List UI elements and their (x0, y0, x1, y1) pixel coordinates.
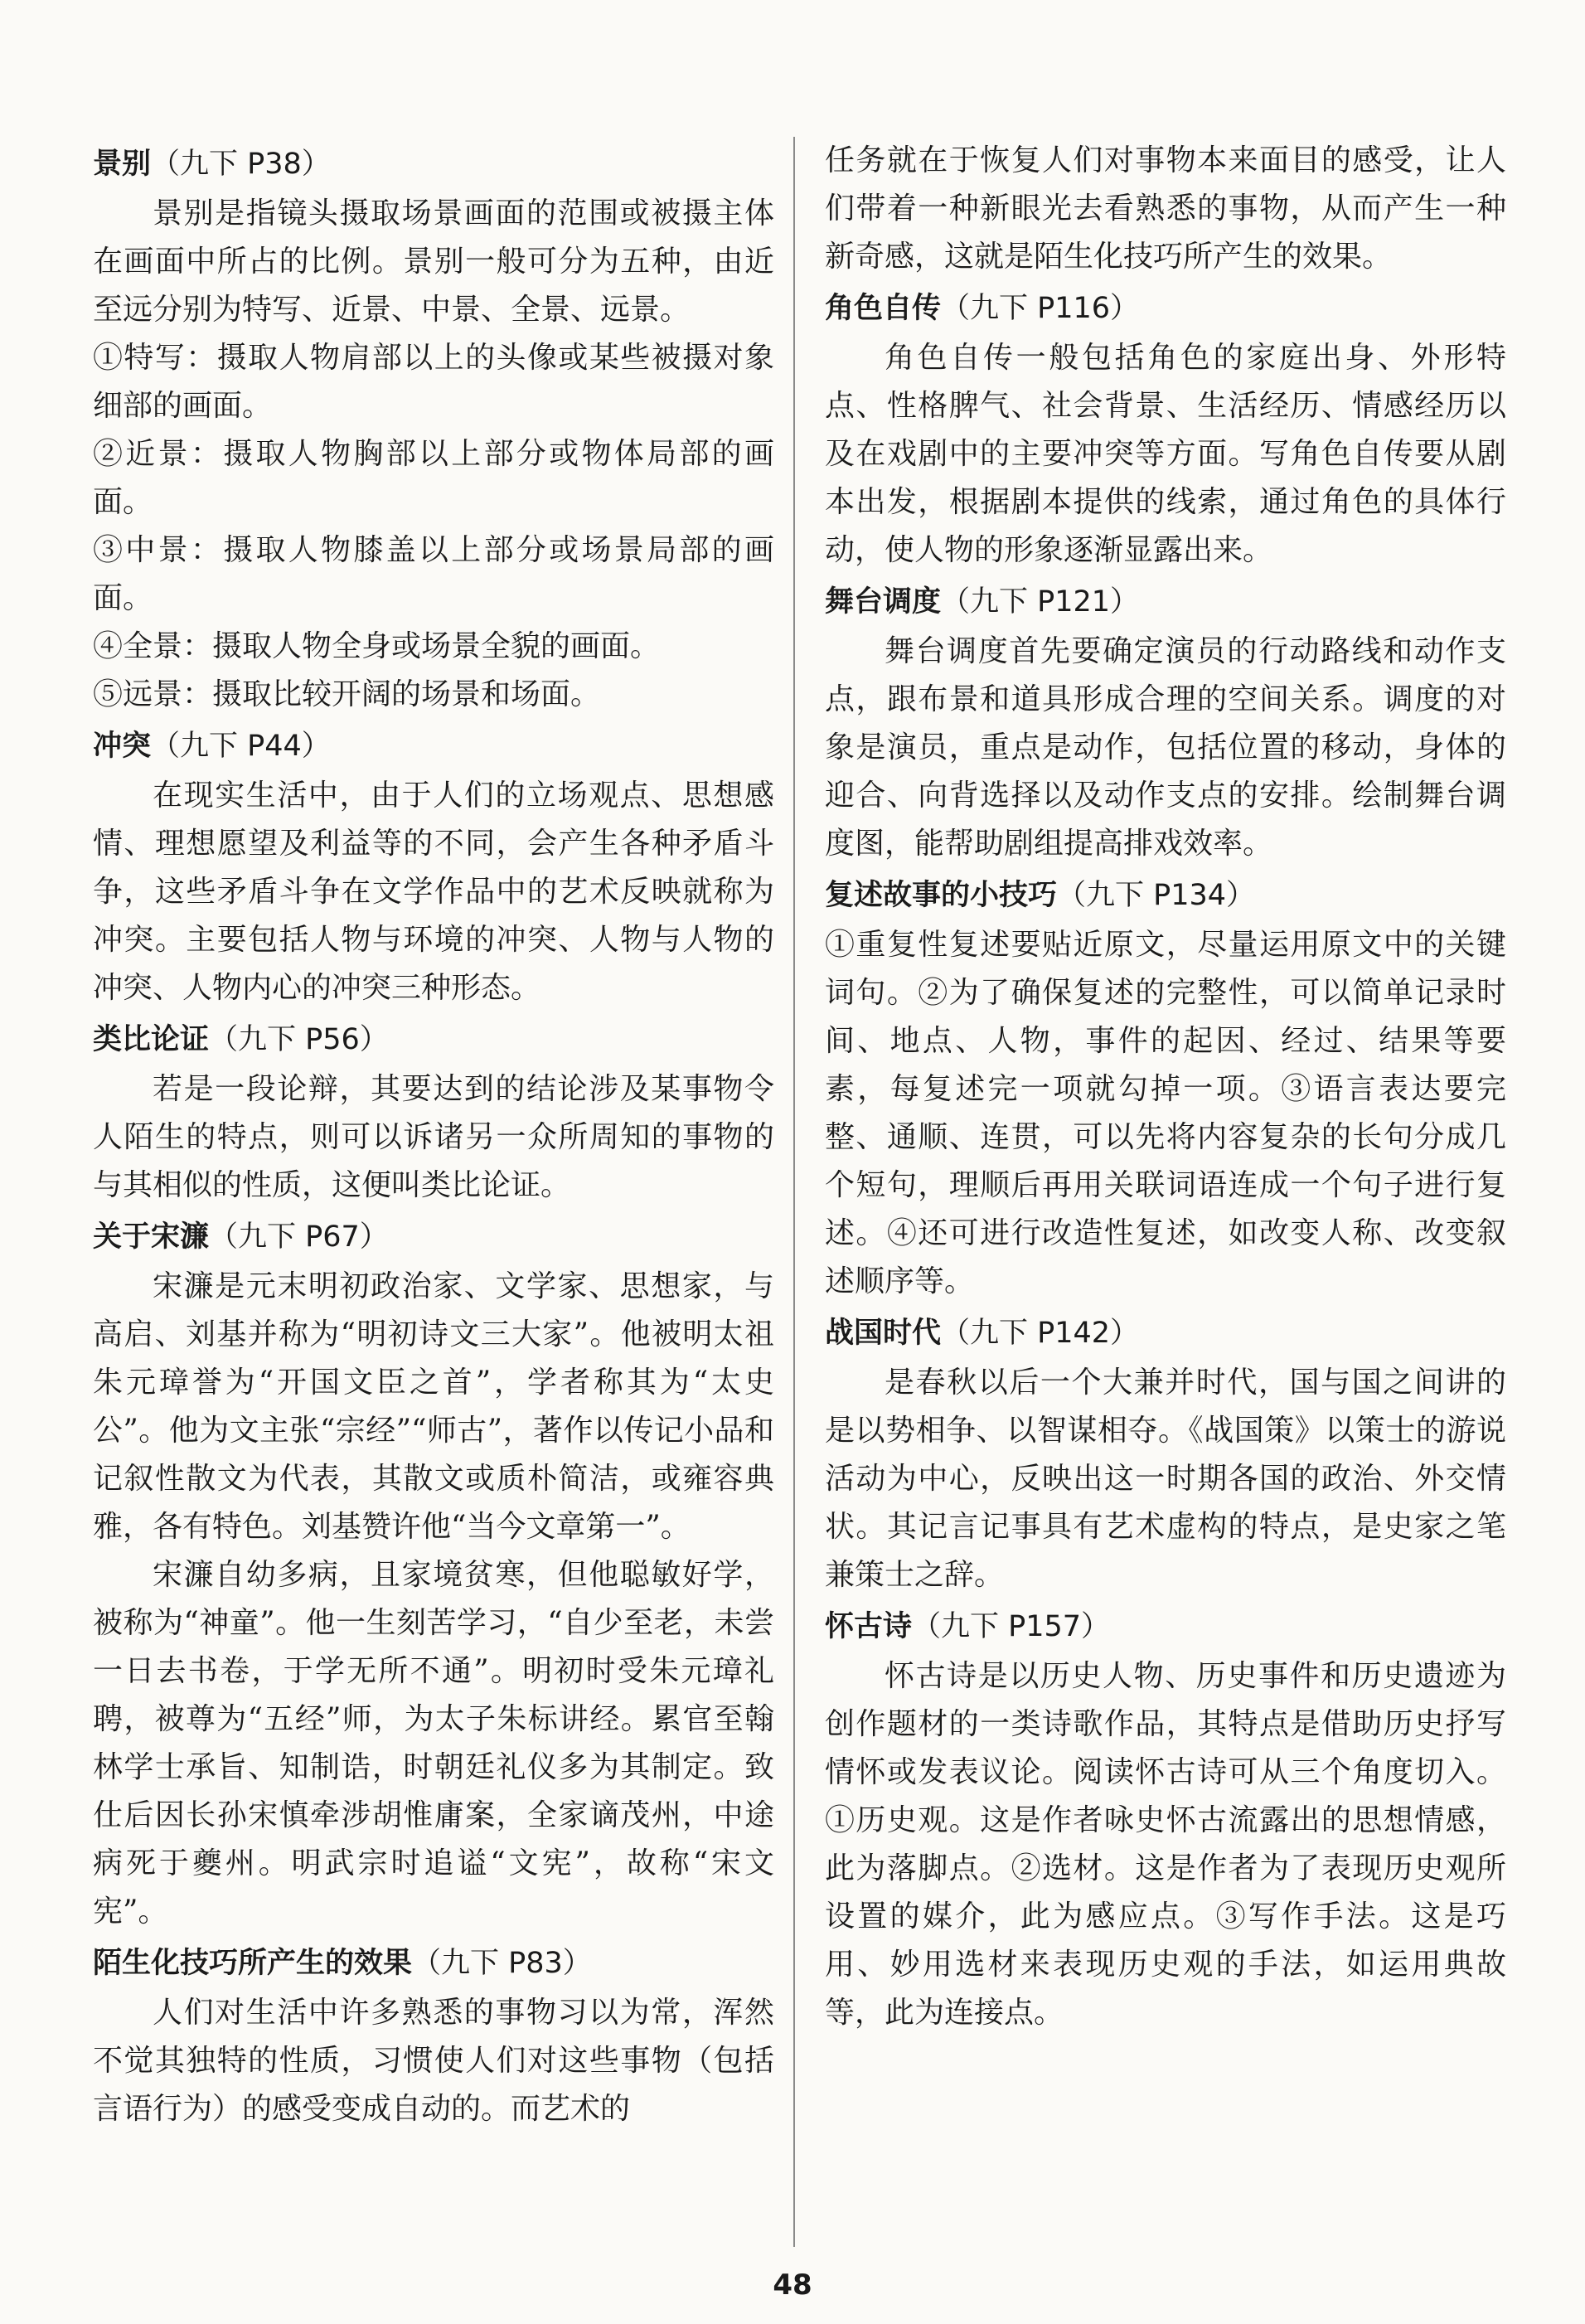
entry-page-ref: （九下 P44） (151, 730, 331, 763)
entry-paragraph: 景别是指镜头摄取场景画面的范围或被摄主体在画面中所占的比例。景别一般可分为五种，由近至远分别为特写、近景、中景、全景、远景。 (93, 196, 774, 327)
page-number: 48 (773, 2268, 812, 2302)
entry-title: 战国时代 (825, 1317, 942, 1350)
entry-heading (93, 140, 774, 188)
entry-paragraph: ④全景：摄取人物全身或场景全貌的画面。 (93, 629, 661, 663)
entry-section (93, 1016, 774, 1210)
column-divider (793, 137, 795, 2247)
entry-heading (825, 1309, 1506, 1357)
entry-heading (825, 284, 1506, 332)
entry-section (93, 1939, 774, 2133)
entry-section (93, 1213, 774, 1936)
entry-heading (93, 1016, 774, 1064)
entry-paragraph: 宋濂自幼多病，且家境贫寒，但他聪敏好学，被称为“神童”。他一生刻苦学习，“自少至老，未尝一日去书卷，于学无所不通”。明初时受朱元璋礼聘，被尊为“五经”师，为太子朱标讲经。累官至翰林学士承旨、知制诰，时朝廷礼仪多为其制定。致仕后因长孙宋慎牵涉胡惟庸案，全家谪茂州，中途病死于夔州。明武宗时追谥“文宪”，故称“宋文宪”。 (93, 1558, 774, 1929)
entry-section (825, 1603, 1506, 2037)
entry-page-ref: （九下 P67） (209, 1220, 389, 1254)
entry-title: 陌生化技巧所产生的效果 (93, 1947, 413, 1980)
entry-page-ref: （九下 P116） (941, 292, 1140, 325)
entry-paragraph: ⑤远景：摄取比较开阔的场景和场面。 (93, 677, 601, 711)
entry-heading (825, 871, 1506, 919)
entry-paragraph: ①重复性复述要贴近原文，尽量运用原文中的关键词句。②为了确保复述的完整性，可以简单记录时间、地点、人物，事件的起因、经过、结果等要素，每复述完一项就勾掉一项。③语言表达要完整、通顺、连贯，可以先将内容复杂的长句分成几个短句，理顺后再用关联词语连成一个句子进行复述。④还可进行改造性复述，如改变人称、改变叙述顺序等。 (825, 928, 1506, 1298)
entry-page-ref: （九下 P83） (412, 1947, 592, 1980)
entry-heading (93, 1213, 774, 1261)
entry-paragraph: 人们对生活中许多熟悉的事物习以为常，浑然不觉其独特的性质，习惯使人们对这些事物（包括言语行为）的感受变成自动的。而艺术的 (93, 1996, 774, 2126)
entry-title: 关于宋濂 (93, 1220, 210, 1254)
entry-title: 角色自传 (825, 292, 942, 325)
entry-section (825, 284, 1506, 575)
entry-title: 景别 (93, 148, 152, 181)
left-column (93, 137, 774, 2133)
entry-paragraph: ②近景：摄取人物胸部以上部分或物体局部的画面。 (93, 437, 774, 519)
entry-paragraph: 是春秋以后一个大兼并时代，国与国之间讲的是以势相争、以智谋相夺。《战国策》以策士的游说活动为中心，反映出这一时期各国的政治、外交情状。其记言记事具有艺术虚构的特点，是史家之笔兼策士之辞。 (825, 1366, 1506, 1592)
entry-paragraph: 舞台调度首先要确定演员的行动路线和动作支点，跟布景和道具形成合理的空间关系。调度的对象是演员，重点是动作，包括位置的移动，身体的迎合、向背选择以及动作支点的安排。绘制舞台调度图，能帮助剧组提高排戏效率。 (825, 634, 1506, 861)
entry-paragraph: 任务就在于恢复人们对事物本来面目的感受，让人们带着一种新眼光去看熟悉的事物，从而产生一种新奇感，这就是陌生化技巧所产生的效果。 (825, 143, 1506, 274)
entry-section (825, 578, 1506, 868)
entry-page-ref: （九下 P38） (151, 148, 331, 181)
entry-heading (93, 722, 774, 770)
entry-paragraph: 在现实生活中，由于人们的立场观点、思想感情、理想愿望及利益等的不同，会产生各种矛盾斗争，这些矛盾斗争在文学作品中的艺术反映就称为冲突。主要包括人物与环境的冲突、人物与人物的冲突、人物内心的冲突三种形态。 (93, 779, 774, 1005)
entry-title: 怀古诗 (825, 1610, 913, 1643)
entry-section (825, 1309, 1506, 1599)
entry-page-ref: （九下 P142） (941, 1317, 1140, 1350)
entry-heading (825, 1603, 1506, 1651)
entry-paragraph: 角色自传一般包括角色的家庭出身、外形特点、性格脾气、社会背景、生活经历、情感经历以及在戏剧中的主要冲突等方面。写角色自传要从剧本出发，根据剧本提供的线索，通过角色的具体行动，使人物的形象逐渐显露出来。 (825, 341, 1506, 567)
entry-paragraph: 若是一段论辩，其要达到的结论涉及某事物令人陌生的特点，则可以诉诸另一众所周知的事物的与其相似的性质，这便叫类比论证。 (93, 1072, 774, 1202)
entry-title: 舞台调度 (825, 585, 942, 619)
entry-paragraph: ①特写：摄取人物肩部以上的头像或某些被摄对象细部的画面。 (93, 341, 774, 423)
entry-page-ref: （九下 P121） (941, 585, 1140, 619)
entry-heading (93, 1939, 774, 1987)
entry-page-ref: （九下 P134） (1057, 879, 1256, 912)
entry-section (93, 140, 774, 719)
entry-paragraph: ③中景：摄取人物膝盖以上部分或场景局部的画面。 (93, 533, 774, 615)
entry-paragraph: 怀古诗是以历史人物、历史事件和历史遗迹为创作题材的一类诗歌作品，其特点是借助历史抒写情怀或发表议论。阅读怀古诗可从三个角度切入。①历史观。这是作者咏史怀古流露出的思想情感，此为落脚点。②选材。这是作者为了表现历史观所设置的媒介，此为感应点。③写作手法。这是巧用、妙用选材来表现历史观的手法，如运用典故等，此为连接点。 (825, 1659, 1506, 2030)
entry-section (825, 137, 1506, 281)
entry-section (93, 722, 774, 1012)
entry-section (825, 871, 1506, 1306)
entry-paragraph: 宋濂是元末明初政治家、文学家、思想家，与高启、刘基并称为“明初诗文三大家”。他被明太祖朱元璋誉为“开国文臣之首”，学者称其为“太史公”。他为文主张“宗经”“师古”，著作以传记小品和记叙性散文为代表，其散文或质朴简洁，或雍容典雅，各有特色。刘基赞许他“当今文章第一”。 (93, 1269, 774, 1544)
entry-title: 复述故事的小技巧 (825, 879, 1058, 912)
entry-page-ref: （九下 P157） (912, 1610, 1111, 1643)
entry-title: 类比论证 (93, 1023, 210, 1056)
entry-heading (825, 578, 1506, 626)
entry-title: 冲突 (93, 730, 152, 763)
entry-page-ref: （九下 P56） (209, 1023, 389, 1056)
right-column (825, 137, 1506, 2037)
